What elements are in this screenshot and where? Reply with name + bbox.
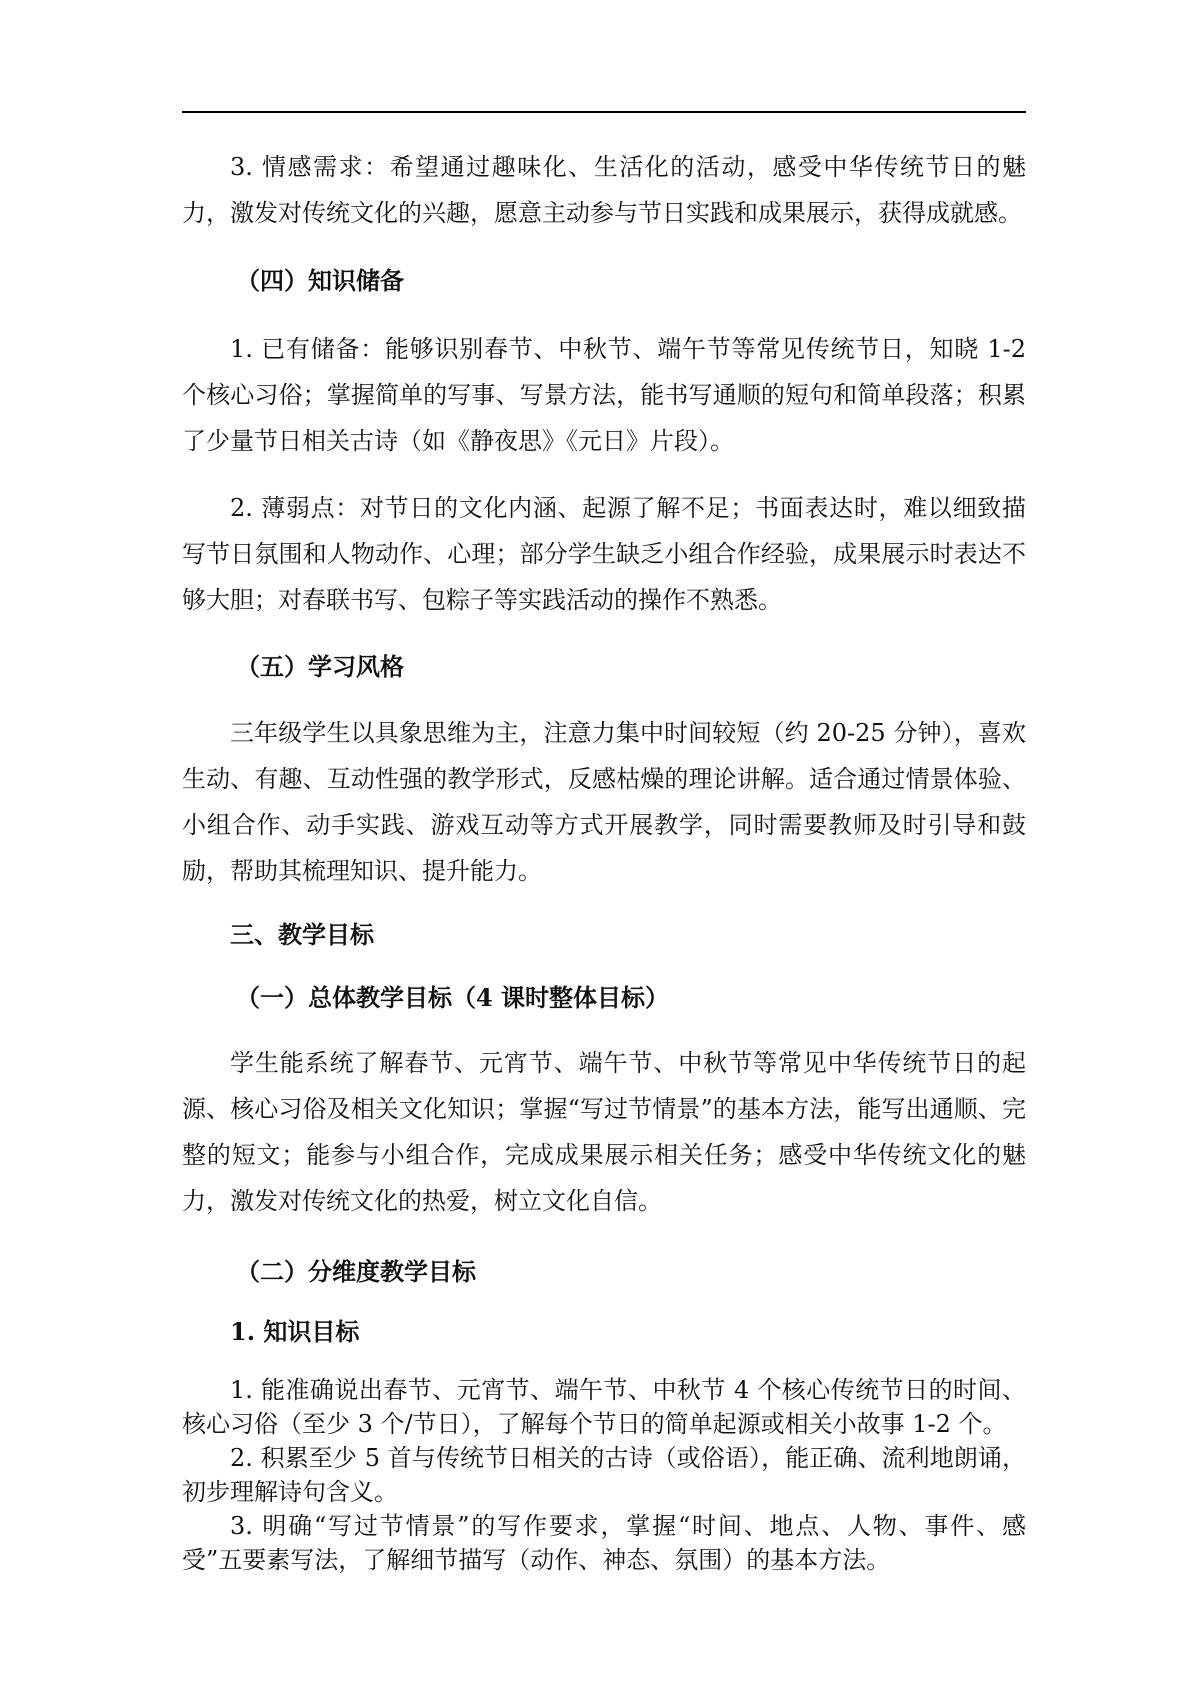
heading-overall-goals: （一）总体教学目标（4 课时整体目标） (236, 983, 670, 1012)
heading-dimension-goals: （二）分维度教学目标 (236, 1257, 476, 1286)
paragraph-existing-reserve: 1. 已有储备：能够识别春节、中秋节、端午节等常见传统节日，知晓 1-2 个核心习俗；掌握简单的写事、写景方法，能书写通顺的短句和简单段落；积累了少量节日相关古诗（如《静夜思》《元日》片段）。 (182, 335, 1026, 455)
paragraph-overall-goals: 学生能系统了解春节、元宵节、端午节、中秋节等常见中华传统节日的起源、核心习俗及相关文化知识；掌握“写过节情景”的基本方法，能写出通顺、完整的短文；能参与小组合作，完成成果展示相关任务；感受中华传统文化的魅力，激发对传统文化的热爱，树立文化自信。 (182, 1049, 1026, 1215)
paragraph-weak-points: 2. 薄弱点：对节日的文化内涵、起源了解不足；书面表达时，难以细致描写节日氛围和人物动作、心理；部分学生缺乏小组合作经验，成果展示时表达不够大胆；对春联书写、包粽子等实践活动的操作不熟悉。 (182, 494, 1026, 614)
heading-knowledge-goal: 1. 知识目标 (230, 1317, 360, 1346)
paragraph-goal-1: 1. 能准确说出春节、元宵节、端午节、中秋节 4 个核心传统节日的时间、核心习俗（至少 3 个/节日），了解每个节日的简单起源或相关小故事 1-2 个。 (182, 1376, 1026, 1438)
paragraph-emotional-needs: 3. 情感需求：希望通过趣味化、生活化的活动，感受中华传统节日的魅力，激发对传统文化的兴趣，愿意主动参与节日实践和成果展示，获得成就感。 (182, 153, 1026, 227)
paragraph-goal-2: 2. 积累至少 5 首与传统节日相关的古诗（或俗语），能正确、流利地朗诵，初步理解诗句含义。 (182, 1444, 1026, 1506)
heading-learning-style: （五）学习风格 (236, 652, 404, 681)
paragraph-goal-3: 3. 明确“写过节情景”的写作要求，掌握“时间、地点、人物、事件、感受”五要素写法，了解细节描写（动作、神态、氛围）的基本方法。 (182, 1512, 1026, 1574)
header-rule (182, 111, 1026, 113)
paragraph-learning-style: 三年级学生以具象思维为主，注意力集中时间较短（约 20-25 分钟），喜欢生动、有趣、互动性强的教学形式，反感枯燥的理论讲解。适合通过情景体验、小组合作、动手实践、游戏互动等方式开展教学，同时需要教师及时引导和鼓励，帮助其梳理知识、提升能力。 (182, 719, 1026, 885)
heading-teaching-goals: 三、教学目标 (230, 920, 374, 949)
heading-knowledge-reserve: （四）知识储备 (236, 266, 404, 295)
